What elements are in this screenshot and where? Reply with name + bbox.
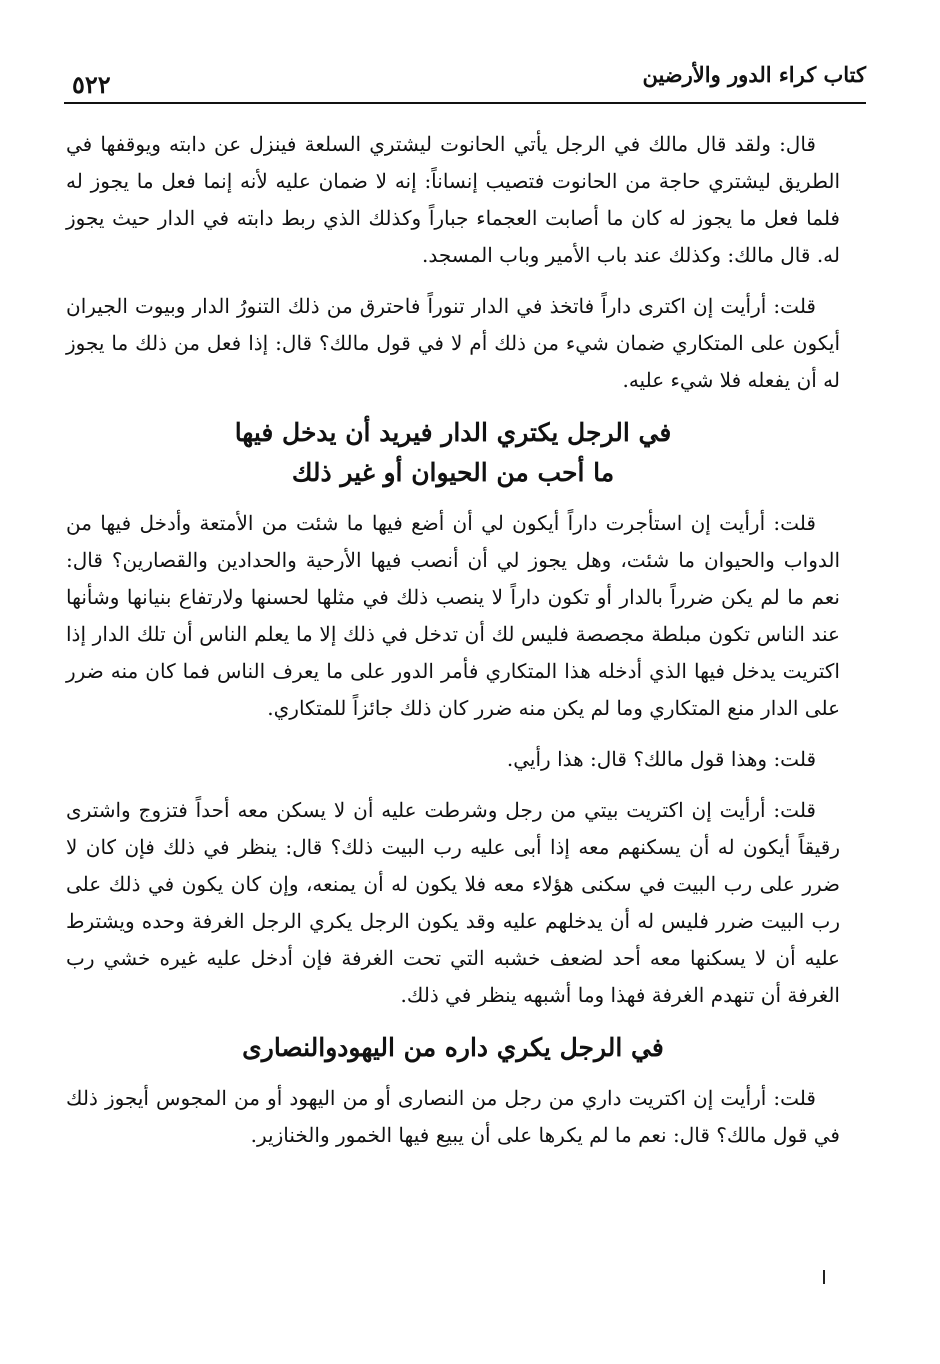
section-heading-2 — [66, 1028, 840, 1068]
body-text — [66, 126, 840, 1168]
section-heading-2-line-1: في الرجل يكري داره من اليهودوالنصارى — [242, 1033, 664, 1062]
page-number: ٥٢٢ — [72, 70, 111, 99]
paragraph-1: قال: ولقد قال مالك في الرجل يأتي الحانوت ليشتري السلعة فينزل عن دابته ويوقفها في الطريق ليشتري حاجة من الحانوت فتصيب إنساناً: إنه لا ضمان عليه لأنه إنما فعل ما يجوز له فلما فعل ما يجوز له كان ما أصابت العجماء جباراً وكذلك الذي ربط دابته في الدار حيث يجوز له. قال مالك: وكذلك عند باب الأمير وباب المسجد. — [66, 132, 840, 267]
paragraph-2: قلت: أرأيت إن اكترى داراً فاتخذ في الدار تنوراً فاحترق من ذلك التنورُ الدار وبيوت الجيران أيكون على المتكاري ضمان شيء من ذلك أم لا في قول مالك؟ قال: إذا فعل من ذلك ما يجوز له أن يفعله فلا شيء عليه. — [66, 294, 840, 392]
section-heading-1-line-2: ما أحب من الحيوان أو غير ذلك — [291, 458, 615, 487]
paragraph-3: قلت: أرأيت إن استأجرت داراً أيكون لي أن أضع فيها ما شئت من الأمتعة وأدخل فيها من الدواب والحيوان ما شئت، وهل يجوز لي أن أنصب فيها الأرحية والحدادين والقصارين؟ قال: نعم ما لم يكن ضرراً بالدار أو تكون داراً لا ينصب ذلك في مثلها لحسنها ولارتفاع بنيانها وشأنها عند الناس تكون مبلطة مجصصة فليس لك أن تدخل في ذلك إلا ما يعلم الناس أن تلك الدار إذا اكتريت يدخل فيها الذي أدخله هذا المتكاري فأمر الدور على ما يعرف الناس فما كان منه ضرر على الدار منع المتكاري وما لم يكن منه ضرر كان ذلك جائزاً للمتكاري. — [66, 511, 841, 720]
paragraph-6: قلت: أرأيت إن اكتريت داري من رجل من النصارى أو من اليهود أو من المجوس أيجوز ذلك في قول مالك؟ قال: نعم ما لم يكرها على أن يبيع فيها الخمور والخنازير. — [66, 1086, 840, 1147]
margin-mark — [823, 1270, 825, 1284]
header-title: كتاب كراء الدور والأرضين — [642, 62, 866, 87]
running-header — [64, 58, 866, 104]
paragraph-4: قلت: وهذا قول مالك؟ قال: هذا رأيي. — [506, 747, 816, 771]
paragraph-5: قلت: أرأيت إن اكتريت بيتي من رجل وشرطت عليه أن لا يسكن معه أحداً فتزوج واشترى رقيقاً أيكون له أن يسكنهم معه إذا أبى عليه رب البيت ذلك؟ قال: ينظر في ذلك فإن كان لا ضرر على رب البيت في سكنى هؤلاء معه فلا يكون له أن يمنعه، وإن كان يكون في ذلك على رب البيت ضرر فليس له أن يدخلهم عليه وقد يكون الرجل يكري الرجل الغرفة وحده ويشترط عليه أن لا يسكنها معه أحد لضعف خشبه التي تحت الغرفة فإن أدخل عليه غيره خشي رب الغرفة أن تنهدم الغرفة فهذا وما أشبهه ينظر في ذلك. — [66, 798, 840, 1007]
section-heading-1-line-1: في الرجل يكتري الدار فيريد أن يدخل فيها — [234, 418, 672, 447]
section-heading-1 — [66, 413, 840, 493]
